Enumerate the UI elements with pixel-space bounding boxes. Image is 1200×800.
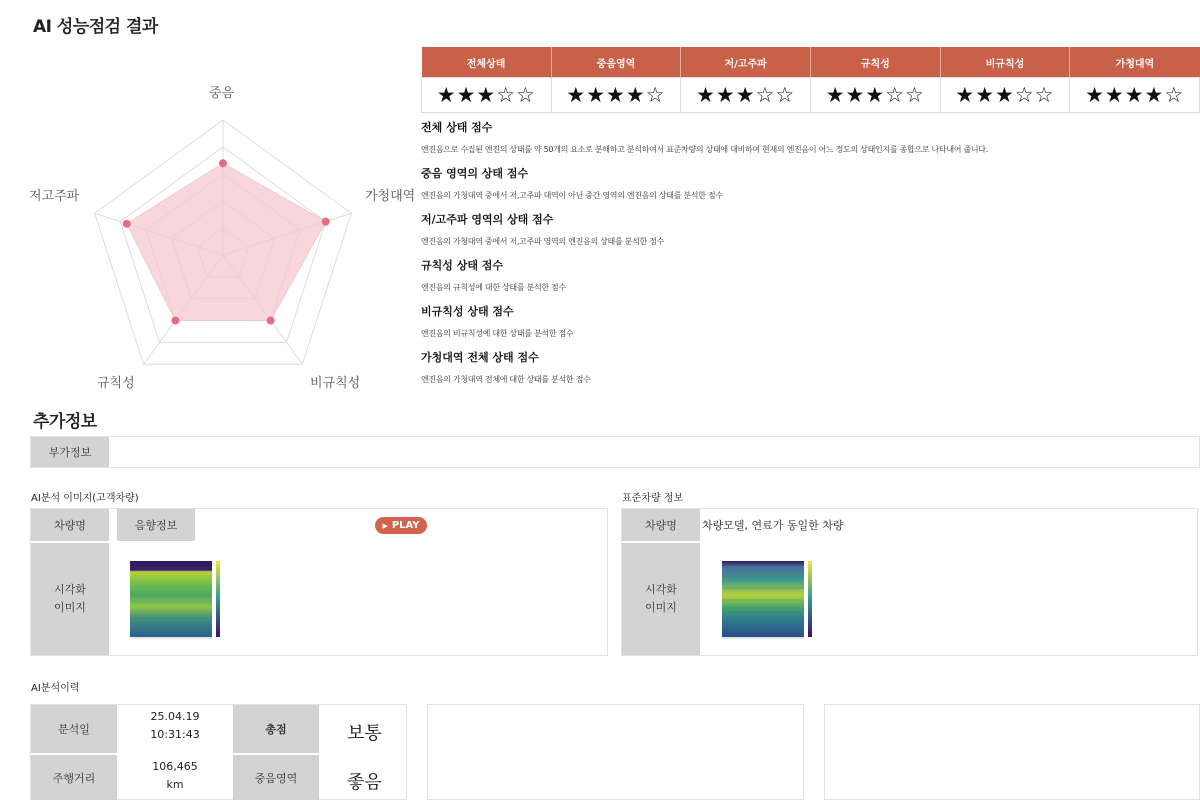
star-rating: ★★★☆☆	[422, 78, 552, 113]
score-header: 규칙성	[810, 47, 940, 78]
star-rating: ★★★☆☆	[940, 78, 1070, 113]
history-chart-panel-1	[427, 704, 804, 800]
score-table	[421, 47, 1200, 113]
history-overall-label: 총점	[233, 705, 319, 753]
star-rating: ★★★☆☆	[810, 78, 940, 113]
extra-info-box	[30, 436, 1200, 468]
score-header: 저/고주파	[681, 47, 811, 78]
ai-vehicle-label: 차량명	[31, 509, 109, 541]
radar-chart	[60, 80, 390, 400]
history-heading: AI분석이력	[31, 683, 80, 694]
extra-info-title: 추가정보	[33, 412, 97, 432]
desc-text: 엔진음의 가청대역 전체에 대한 상태를 분석한 점수	[421, 375, 591, 384]
history-mileage-label: 주행거리	[31, 755, 117, 800]
play-button[interactable]	[375, 517, 427, 534]
desc-title: 가청대역 전체 상태 점수	[421, 351, 539, 364]
ai-sound-label: 음향정보	[117, 509, 195, 541]
radar-label-audible: 가청대역	[365, 189, 416, 204]
desc-text: 엔진음의 규칙성에 대한 상태를 분석한 점수	[421, 283, 566, 292]
page-title: AI 성능점검 결과	[33, 17, 158, 37]
history-mid-value: 좋음	[347, 772, 382, 793]
desc-text: 엔진음으로 수집된 엔진의 상태를 약 50개의 요소로 분해하고 분석하여서 표준차량의 상태에 대비하여 현재의 엔진음이 어느 정도의 상태인지를 종합으로 나타내어 줍니다.	[421, 145, 988, 154]
std-vehicle-value: 차량모델, 연료가 동일한 차량	[702, 519, 844, 532]
history-chart-panel-2	[824, 704, 1200, 800]
star-rating: ★★★☆☆	[681, 78, 811, 113]
star-rating: ★★★★☆	[1070, 78, 1200, 113]
score-header: 중음영역	[551, 47, 681, 78]
history-date-label: 분석일	[31, 705, 117, 753]
radar-point	[322, 218, 330, 226]
std-vis-label: 시각화 이미지	[622, 543, 700, 655]
score-header: 전체상태	[422, 47, 552, 78]
history-date-value: 25.04.19 10:31:43	[150, 710, 200, 741]
extra-info-label: 부가정보	[31, 437, 109, 467]
standard-spectrogram	[710, 556, 820, 652]
desc-text: 엔진음의 가청대역 중에서 저,고주파 대역이 아닌 중간 영역의 엔진음의 상태를 분석한 점수	[421, 191, 723, 200]
desc-title: 비규칙성 상태 점수	[421, 305, 514, 318]
desc-title: 저/고주파 영역의 상태 점수	[421, 213, 554, 226]
history-overall-value: 보통	[347, 723, 382, 744]
radar-point	[171, 317, 179, 325]
ai-vis-label: 시각화 이미지	[31, 543, 109, 655]
desc-text: 엔진음의 가청대역 중에서 저,고주파 영역의 엔진음의 상태를 분석한 점수	[421, 237, 665, 246]
ai-image-heading: AI분석 이미지(고객차량)	[31, 493, 139, 504]
radar-label-regular: 규칙성	[97, 376, 135, 391]
history-mileage-value: 106,465 km	[152, 760, 198, 791]
std-vehicle-label: 차량명	[622, 509, 700, 541]
radar-point	[267, 317, 275, 325]
radar-point	[219, 159, 227, 167]
desc-title: 전체 상태 점수	[421, 121, 493, 134]
radar-label-lowhigh: 저고주파	[29, 189, 80, 204]
radar-label-mid: 중음	[209, 86, 235, 101]
star-rating: ★★★★☆	[551, 78, 681, 113]
desc-text: 엔진음의 비규칙성에 대한 상태를 분석한 점수	[421, 329, 574, 338]
desc-title: 중음 영역의 상태 점수	[421, 167, 529, 180]
radar-label-irregular: 비규칙성	[310, 376, 361, 391]
radar-area	[127, 163, 326, 320]
play-label: PLAY	[391, 520, 420, 531]
customer-spectrogram	[118, 556, 228, 652]
radar-point	[123, 220, 131, 228]
score-header: 비규칙성	[940, 47, 1070, 78]
history-mid-label: 중음영역	[233, 755, 319, 800]
std-vehicle-heading: 표준차량 정보	[622, 493, 684, 504]
score-header: 가청대역	[1070, 47, 1200, 78]
play-icon: ▶	[382, 521, 388, 530]
desc-title: 규칙성 상태 점수	[421, 259, 504, 272]
